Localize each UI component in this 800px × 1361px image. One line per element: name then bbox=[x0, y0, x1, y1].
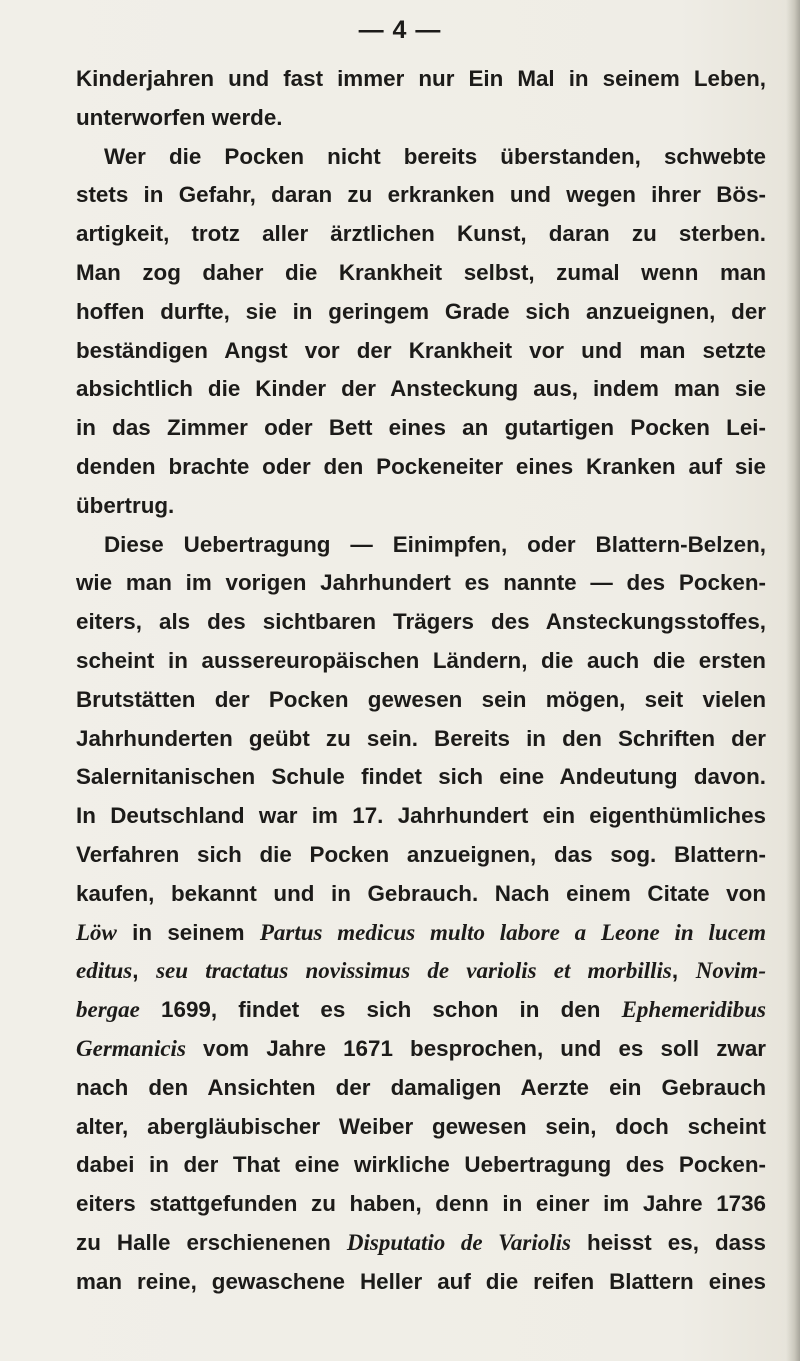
text-line bbox=[76, 914, 766, 953]
page-number-header: — 4 — bbox=[358, 16, 442, 44]
work-title: Disputatio de Variolis bbox=[346, 1229, 571, 1255]
journal-title: Ephemeridibus bbox=[621, 997, 766, 1023]
text-line: denden brachte oder den Pockeneiter eines Kranken auf sie bbox=[76, 453, 766, 479]
text-line: Salernitanischen Schule findet sich eine Andeutung davon. bbox=[76, 764, 766, 790]
text-fragment: 1699, findet es sich schon in den bbox=[139, 997, 622, 1023]
text-line: in das Zimmer oder Bett eines an gutartigen Pocken Lei- bbox=[76, 415, 766, 441]
text-line: übertrug. bbox=[76, 492, 175, 518]
text-fragment: zu Halle erschienenen bbox=[76, 1229, 347, 1255]
text-fragment: , bbox=[671, 958, 696, 984]
text-line: nach den Ansichten der damaligen Aerzte ein Gebrauch bbox=[76, 1074, 766, 1100]
text-line: stets in Gefahr, daran zu erkranken und wegen ihrer Bös- bbox=[76, 182, 766, 208]
text-line: eiters stattgefunden zu haben, denn in einer im Jahre 1736 bbox=[76, 1191, 766, 1217]
text-fragment: in seinem bbox=[116, 919, 260, 945]
text-line bbox=[76, 991, 766, 1030]
text-line: kaufen, bekannt und in Gebrauch. Nach einem Citate von bbox=[76, 880, 766, 906]
text-fragment: vom Jahre 1671 besprochen, und es soll zwar bbox=[185, 1035, 766, 1061]
text-line: In Deutschland war im 17. Jahrhundert ein eigenthümliches bbox=[76, 803, 766, 829]
text-line: Jahrhunderten geübt zu sein. Bereits in den Schriften der bbox=[76, 725, 766, 751]
text-line: artigkeit, trotz aller ärztlichen Kunst, daran zu sterben. bbox=[76, 221, 766, 247]
text-line: wie man im vorigen Jahrhundert es nannte — des Pocken- bbox=[76, 570, 766, 596]
text-line bbox=[76, 1224, 766, 1263]
text-fragment: , bbox=[132, 958, 157, 984]
text-line: Diese Uebertragung — Einimpfen, oder Blattern-Belzen, bbox=[104, 531, 766, 557]
book-title: editus bbox=[76, 958, 133, 984]
text-line: alter, abergläubischer Weiber gewesen sein, doch scheint bbox=[76, 1113, 766, 1139]
text-line: absichtlich die Kinder der Ansteckung aus, indem man sie bbox=[76, 376, 766, 402]
text-line bbox=[76, 1030, 766, 1069]
text-line: Man zog daher die Krankheit selbst, zumal wenn man bbox=[76, 259, 766, 285]
text-line: Brutstätten der Pocken gewesen sein mögen, seit vielen bbox=[76, 686, 766, 712]
text-line: scheint in aussereuropäischen Ländern, die auch die ersten bbox=[76, 647, 766, 673]
journal-title: Germanicis bbox=[76, 1035, 186, 1061]
text-fragment: heisst es, dass bbox=[571, 1229, 766, 1255]
text-line: Kinderjahren und fast immer nur Ein Mal in seinem Leben, bbox=[76, 66, 766, 91]
book-title: seu tractatus novissimus de variolis et morbillis bbox=[156, 958, 672, 984]
text-line: unterworfen werde. bbox=[76, 104, 283, 130]
text-line: hoffen durfte, sie in geringem Grade sich anzueignen, der bbox=[76, 298, 766, 324]
text-line: eiters, als des sichtbaren Trägers des Ansteckungsstoffes, bbox=[76, 609, 766, 635]
author-name: Löw bbox=[76, 919, 117, 945]
text-line: dabei in der That eine wirkliche Uebertragung des Pocken- bbox=[76, 1152, 766, 1178]
text-line: man reine, gewaschene Heller auf die reifen Blattern eines bbox=[76, 1268, 766, 1294]
place-name: Novim- bbox=[695, 958, 766, 984]
text-line: Wer die Pocken nicht bereits überstanden, schwebte bbox=[104, 143, 766, 169]
body-text bbox=[76, 60, 766, 1302]
text-line bbox=[76, 952, 766, 991]
page-edge-shadow bbox=[786, 0, 800, 1361]
book-title: Partus medicus multo labore a Leone in lucem bbox=[259, 919, 767, 945]
text-line: Verfahren sich die Pocken anzueignen, das sog. Blattern- bbox=[76, 841, 766, 867]
text-line: beständigen Angst vor der Krankheit vor und man setzte bbox=[76, 337, 766, 363]
place-name: bergae bbox=[76, 997, 140, 1023]
